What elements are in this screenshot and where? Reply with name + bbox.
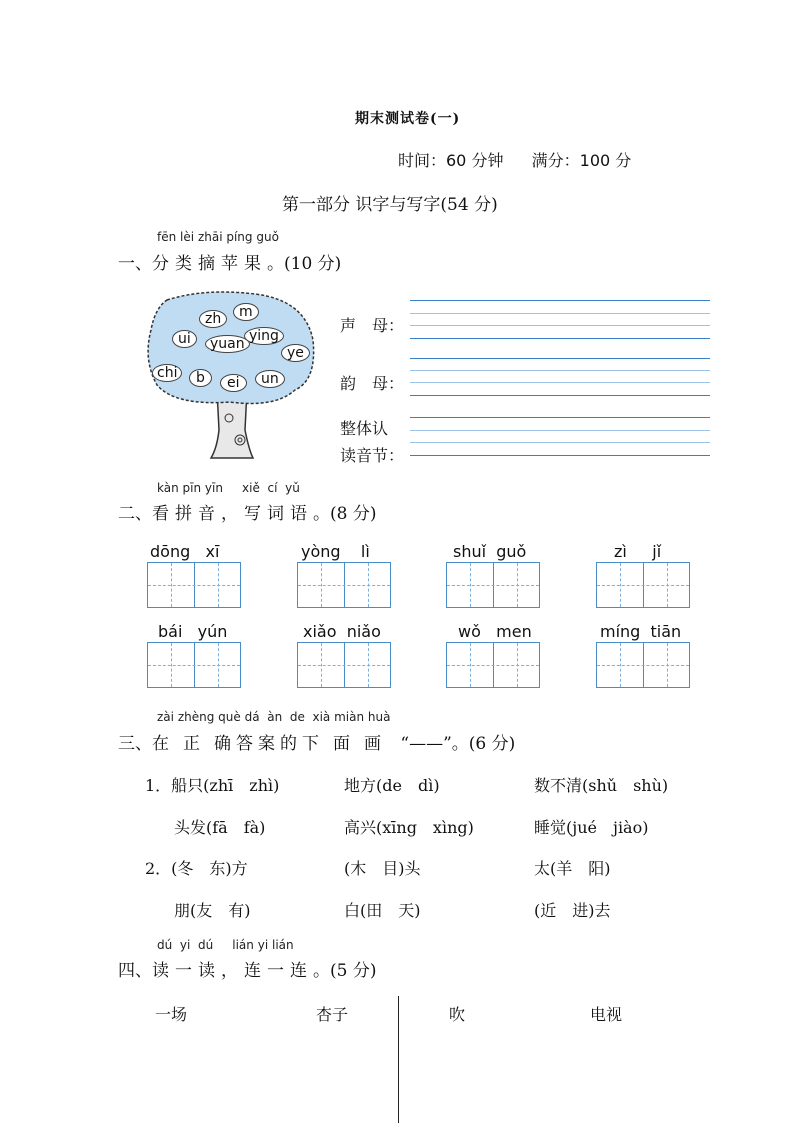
- q3-item[interactable]: 数不清(shǔ shù): [534, 776, 669, 795]
- q3-item[interactable]: 睡觉(jué jiào): [534, 818, 649, 837]
- word-pinyin: wǒ men: [458, 622, 532, 641]
- q3-item[interactable]: 2．(冬 东)方: [145, 859, 248, 878]
- apple: ei: [220, 374, 247, 392]
- q3-heading: 三、在正确答案的下面画 “——”。(6 分): [118, 734, 516, 754]
- apple: yuan: [205, 335, 250, 353]
- q3-item[interactable]: 太(羊 阳): [534, 859, 611, 878]
- answer-line[interactable]: [410, 442, 710, 443]
- answer-line[interactable]: [410, 338, 710, 339]
- apple: ye: [281, 344, 310, 362]
- word-pinyin: bái yún: [158, 622, 228, 641]
- word-pinyin: xiǎo niǎo: [303, 622, 381, 641]
- match-item[interactable]: 吹: [449, 1005, 466, 1024]
- word-pinyin: yòng lì: [301, 542, 370, 561]
- q3-item[interactable]: 白(田 天): [344, 901, 421, 920]
- writing-grid[interactable]: [147, 642, 241, 688]
- q3-pinyin: zài zhèng què dá àn de xià miàn huà: [157, 710, 391, 724]
- answer-line[interactable]: [410, 300, 710, 301]
- column-divider: [398, 996, 399, 1123]
- answer-line[interactable]: [410, 455, 710, 456]
- apple: un: [255, 370, 285, 388]
- part-title: 第一部分 识字与写字(54 分): [282, 195, 498, 215]
- answer-line[interactable]: [410, 358, 710, 359]
- q3-item[interactable]: 高兴(xīng xìng): [344, 818, 474, 837]
- q3-item[interactable]: 1．船只(zhī zhì): [145, 776, 280, 795]
- q3-item[interactable]: 头发(fā fà): [174, 818, 266, 837]
- time-score-info: [398, 148, 631, 171]
- match-item[interactable]: 杏子: [316, 1005, 349, 1024]
- writing-grid[interactable]: [596, 562, 690, 608]
- writing-grid[interactable]: [297, 562, 391, 608]
- writing-grid[interactable]: [596, 642, 690, 688]
- score-label: 满分：100 分: [531, 151, 632, 170]
- writing-grid[interactable]: [147, 562, 241, 608]
- q2-pinyin: kàn pīn yīn xiě cí yǔ: [157, 481, 300, 495]
- q4-heading: 四、读一读，连一连。(5 分): [118, 961, 377, 981]
- time-label: 时间：60 分钟: [398, 151, 504, 170]
- answer-line[interactable]: [410, 395, 710, 396]
- match-item[interactable]: 一场: [155, 1005, 188, 1024]
- writing-grid[interactable]: [446, 642, 540, 688]
- writing-grid[interactable]: [297, 642, 391, 688]
- apple: ui: [172, 330, 197, 348]
- word-pinyin: dōng xī: [150, 542, 220, 561]
- yunmu-label: 韵 母：: [340, 374, 405, 393]
- word-pinyin: shuǐ guǒ: [453, 542, 527, 561]
- zhengti-label-2: 读音节：: [340, 446, 405, 465]
- answer-line[interactable]: [410, 430, 710, 431]
- answer-line[interactable]: [410, 382, 710, 383]
- exam-title: 期末测试卷(一): [355, 111, 461, 127]
- word-pinyin: míng tiān: [600, 622, 682, 641]
- q1-pinyin: fēn lèi zhāi píng guǒ: [157, 230, 279, 244]
- writing-grid[interactable]: [446, 562, 540, 608]
- q3-item[interactable]: 朋(友 有): [174, 901, 251, 920]
- q3-item[interactable]: (木 目)头: [344, 859, 421, 878]
- apple: b: [189, 369, 212, 387]
- q3-item[interactable]: (近 进)去: [534, 901, 611, 920]
- zhengti-label-1: 整体认: [340, 419, 389, 438]
- apple: ying: [244, 327, 284, 345]
- answer-line[interactable]: [410, 313, 710, 314]
- q3-item[interactable]: 地方(de dì): [344, 776, 440, 795]
- answer-line[interactable]: [410, 370, 710, 371]
- q4-pinyin: dú yi dú lián yi lián: [157, 938, 294, 952]
- q1-heading: 一、分类摘苹果。(10 分): [118, 254, 342, 274]
- apple: zh: [199, 310, 227, 328]
- word-pinyin: zì jǐ: [614, 542, 662, 561]
- apple: chi: [152, 364, 182, 382]
- answer-line[interactable]: [410, 325, 710, 326]
- q2-heading: 二、看拼音，写词语。(8 分): [118, 504, 377, 524]
- match-item[interactable]: 电视: [590, 1005, 623, 1024]
- apple: m: [233, 303, 259, 321]
- answer-line[interactable]: [410, 417, 710, 418]
- shengmu-label: 声 母：: [340, 316, 405, 335]
